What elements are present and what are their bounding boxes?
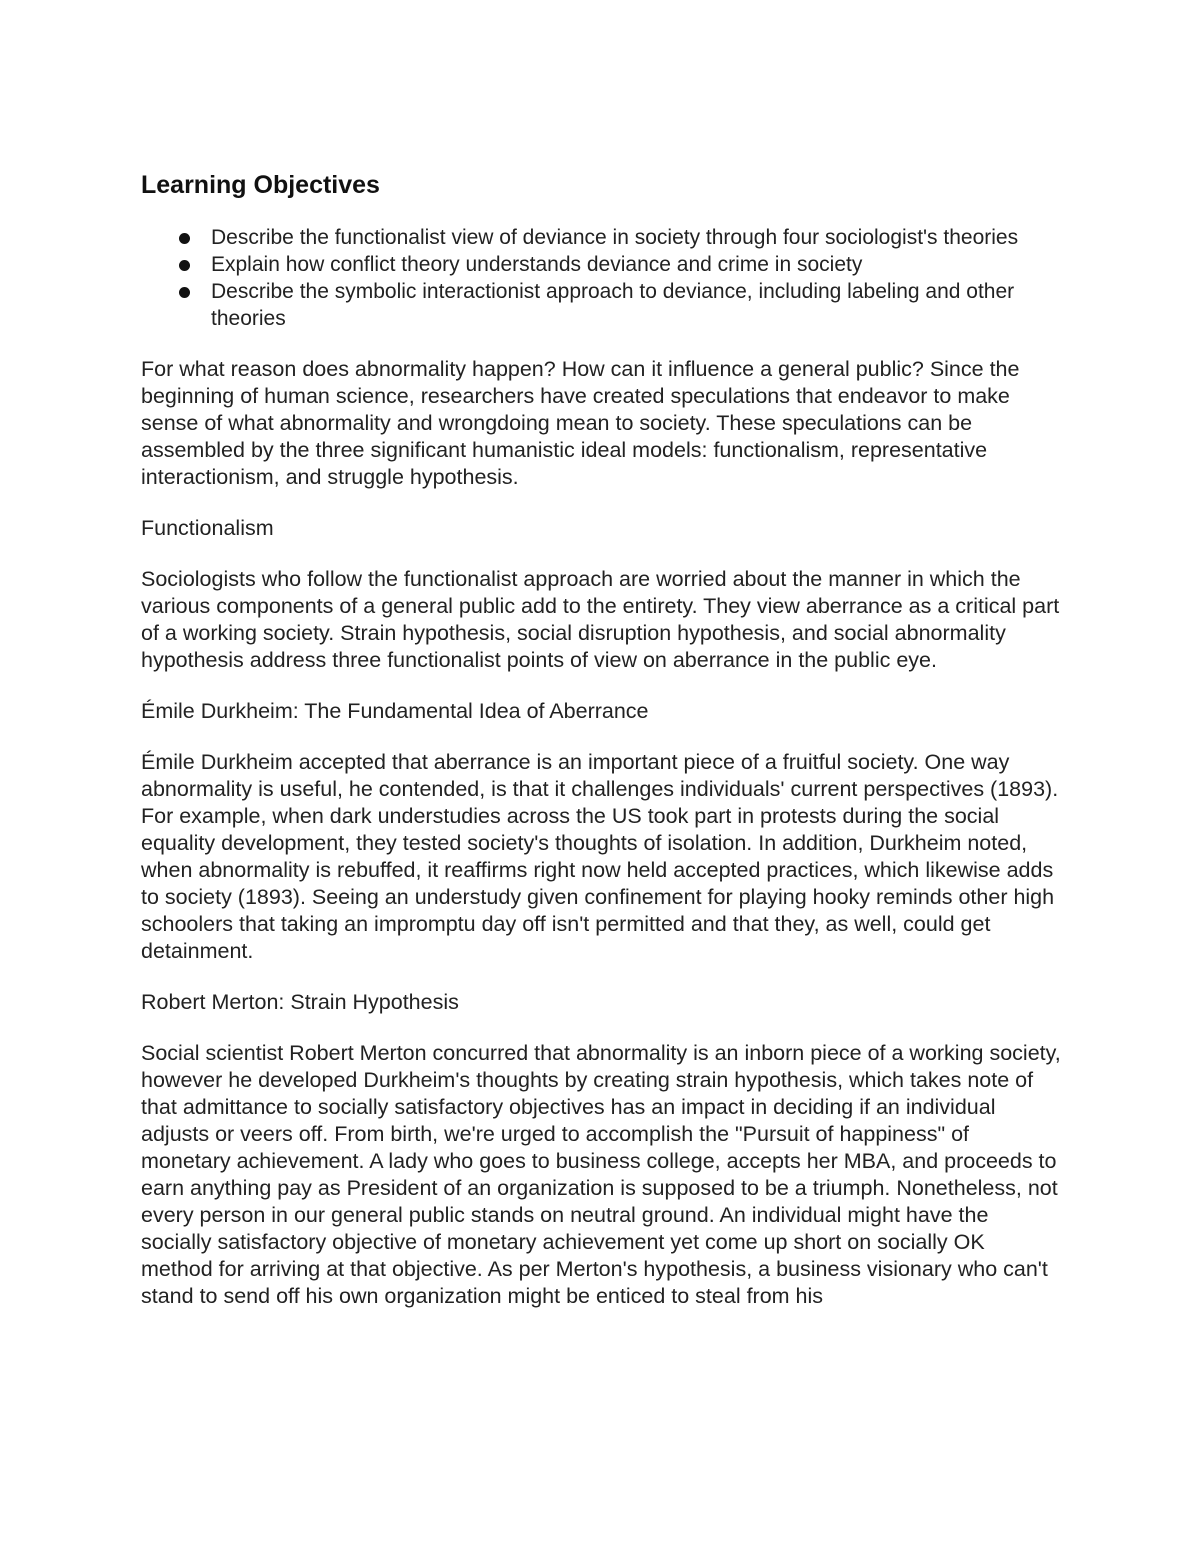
objective-text: Describe the functionalist view of deviance in society through four sociologist's theories xyxy=(211,226,1019,249)
document-body xyxy=(141,168,1061,1310)
list-item xyxy=(141,251,1061,278)
bullet-icon xyxy=(179,260,190,271)
objectives-list xyxy=(141,224,1061,332)
bullet-icon xyxy=(179,287,190,298)
page-title: Learning Objectives xyxy=(141,171,380,199)
section-heading-functionalism: Functionalism xyxy=(141,516,274,540)
durkheim-paragraph: Émile Durkheim accepted that aberrance is an important piece of a fruitful society. One way abnormality is useful, he contended, is that it challenges individuals' current perspectives (1893). For example, when dark understudies across the US took part in protests during the social equality development, they tested society's thoughts of isolation. In addition, Durkheim noted, when abnormality is rebuffed, it reaffirms right now held accepted practices, which likewise adds to society (1893). Seeing an understudy given confinement for playing hooky reminds other high schoolers that taking an impromptu day off isn't permitted and that they, as well, could get detainment. xyxy=(141,750,1059,963)
functionalism-paragraph: Sociologists who follow the functionalist approach are worried about the manner in which the various components of a general public add to the entirety. They view aberrance as a critical part of a working society. Strain hypothesis, social disruption hypothesis, and social abnormality hypothesis address three functionalist points of view on aberrance in the public eye. xyxy=(141,567,1060,672)
list-item xyxy=(141,278,1061,332)
section-heading-merton: Robert Merton: Strain Hypothesis xyxy=(141,990,459,1014)
merton-paragraph: Social scientist Robert Merton concurred that abnormality is an inborn piece of a working society, however he developed Durkheim's thoughts by creating strain hypothesis, which takes note of that admittance to socially satisfactory objectives has an impact in deciding if an individual adjusts or veers off. From birth, we're urged to accomplish the "Pursuit of happiness" of monetary achievement. A lady who goes to business college, accepts her MBA, and proceeds to earn anything pay as President of an organization is supposed to be a triumph. Nonetheless, not every person in our general public stands on neutral ground. An individual might have the socially satisfactory objective of monetary achievement yet come up short on socially OK method for arriving at that objective. As per Merton's hypothesis, a business visionary who can't stand to send off his own organization might be enticed to steal from his xyxy=(141,1041,1061,1308)
list-item xyxy=(141,224,1061,251)
objective-text: Describe the symbolic interactionist approach to deviance, including labeling and other theories xyxy=(211,280,1015,330)
intro-paragraph: For what reason does abnormality happen? How can it influence a general public? Since the beginning of human science, researchers have created speculations that endeavor to make sense of what abnormality and wrongdoing mean to society. These speculations can be assembled by the three significant humanistic ideal models: functionalism, representative interactionism, and struggle hypothesis. xyxy=(141,357,1020,489)
bullet-icon xyxy=(179,233,190,244)
section-heading-durkheim: Émile Durkheim: The Fundamental Idea of Aberrance xyxy=(141,699,649,723)
objective-text: Explain how conflict theory understands deviance and crime in society xyxy=(211,253,863,276)
